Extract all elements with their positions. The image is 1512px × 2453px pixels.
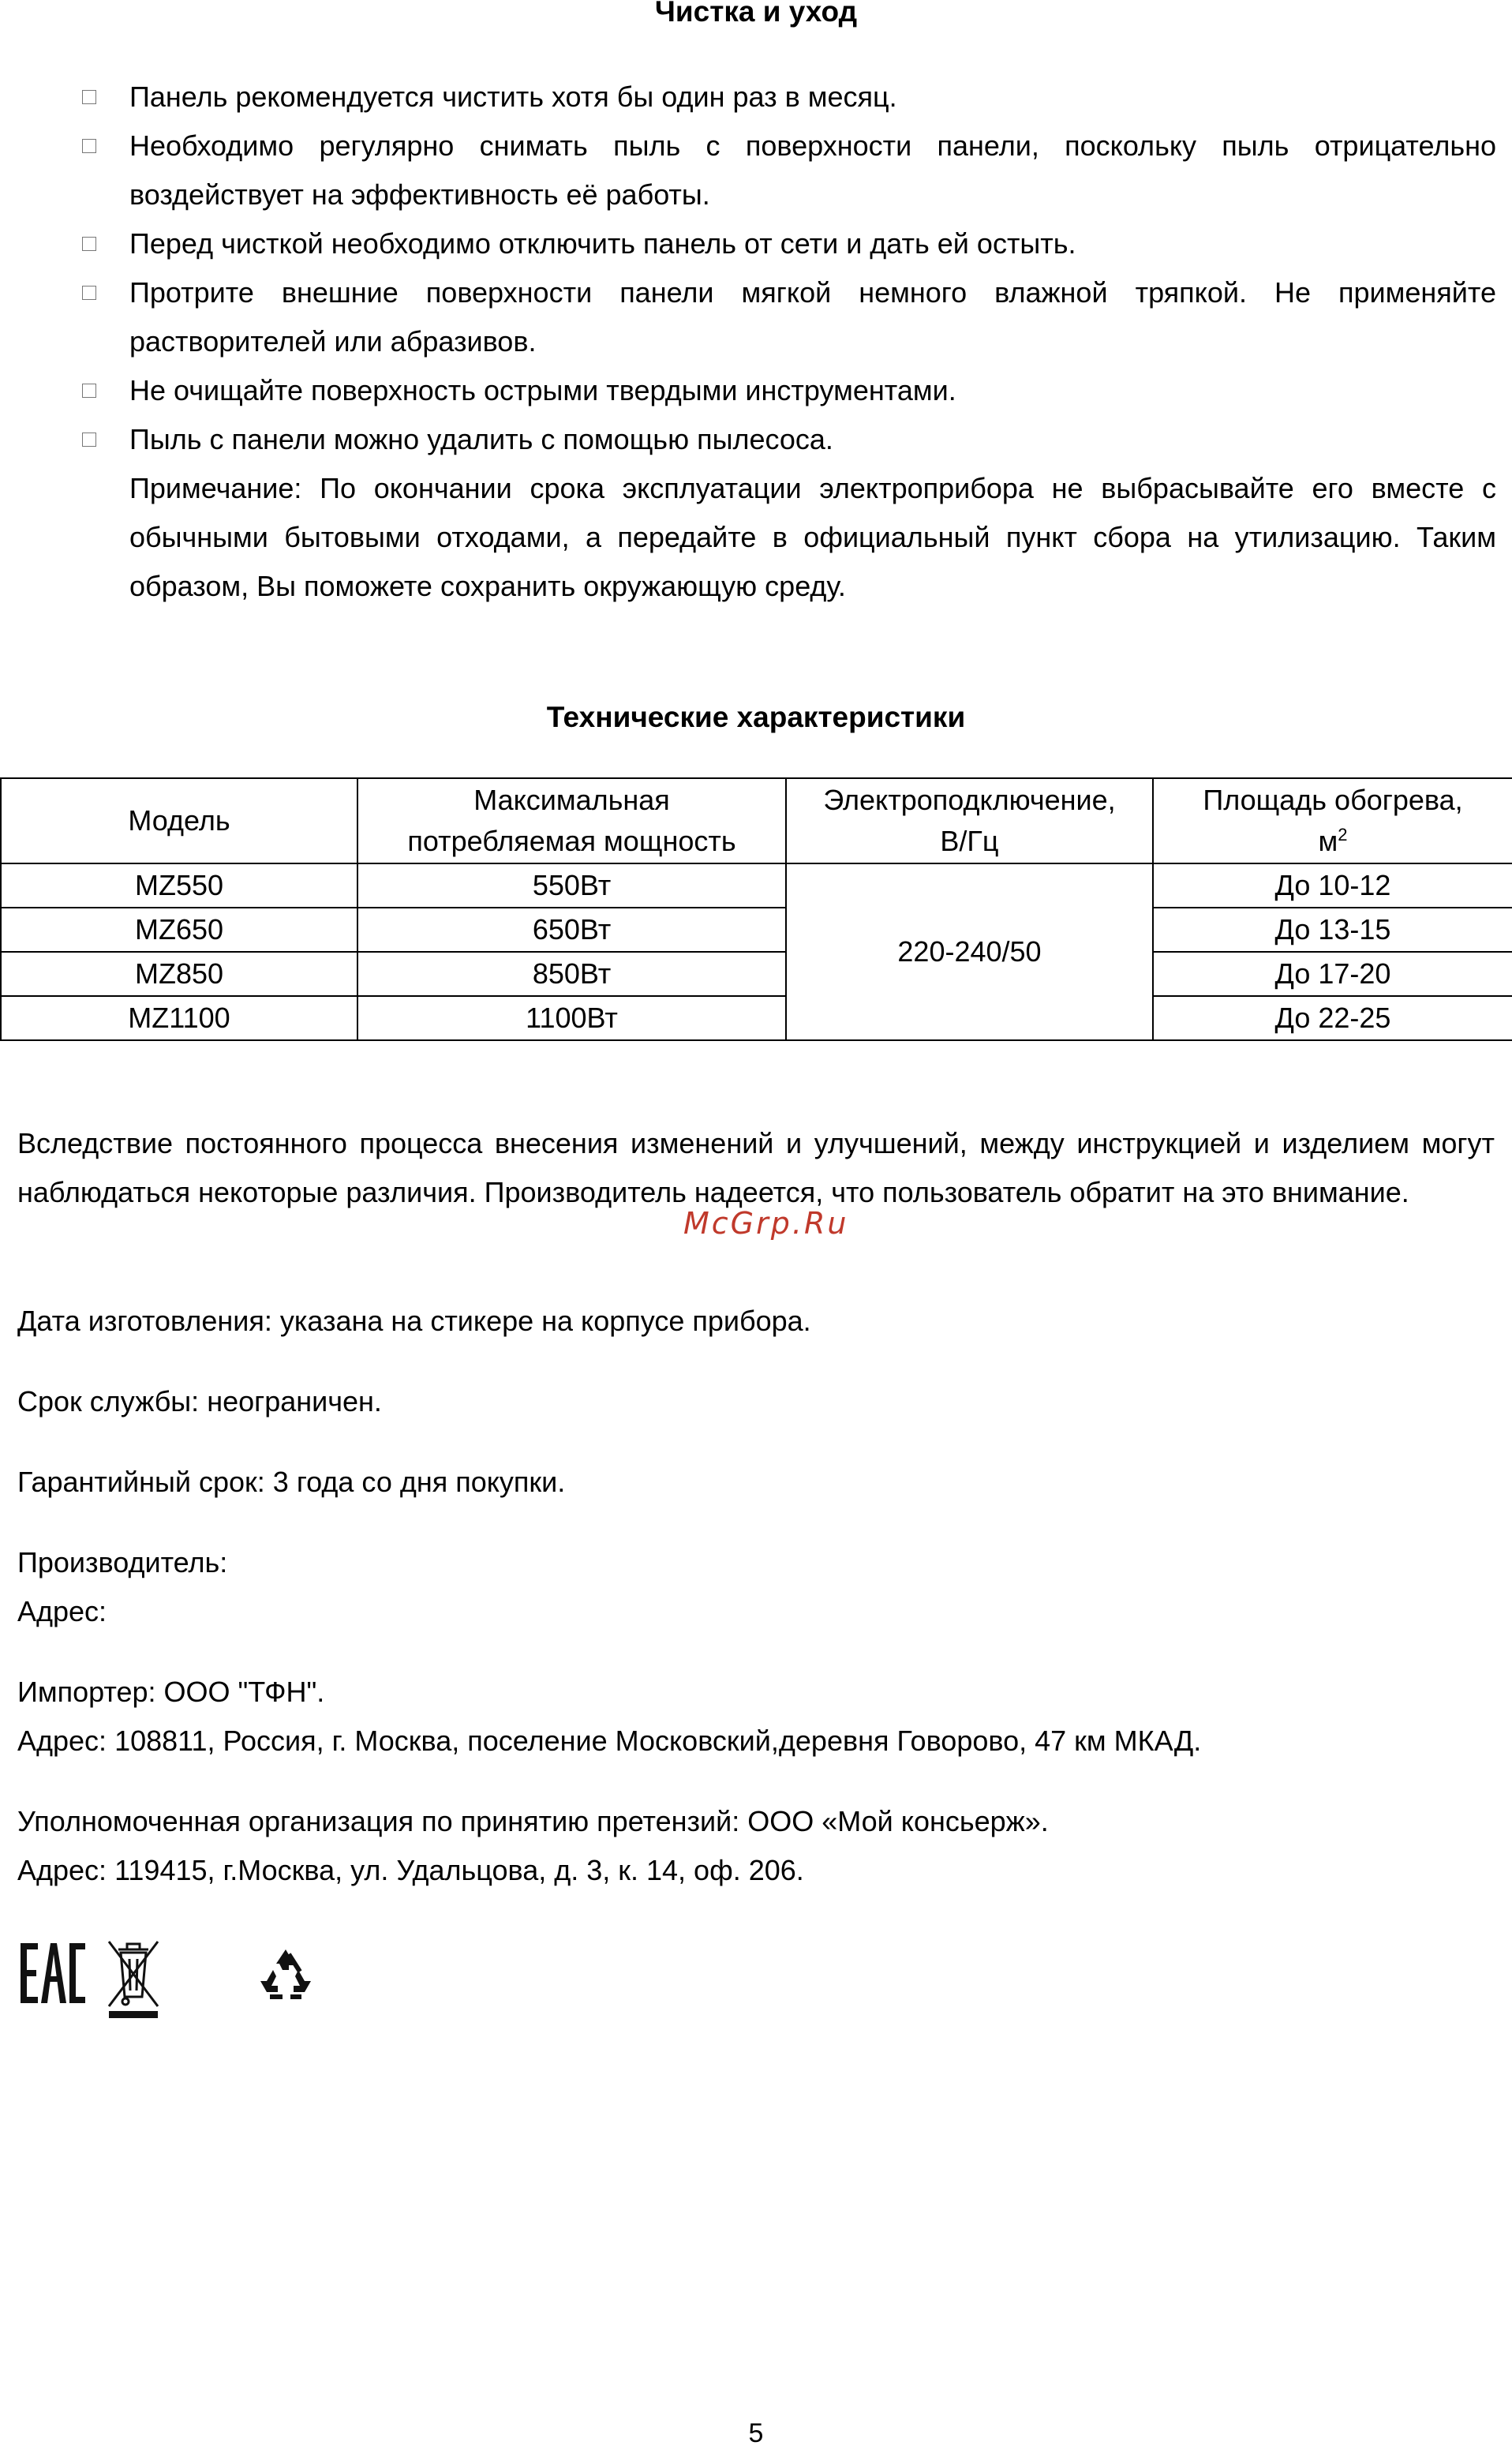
watermark: McGrp.Ru — [683, 1206, 849, 1241]
list-item: Перед чисткой необходимо отключить панель от сети и дать ей остыть. — [76, 219, 1496, 268]
importer-address: Адрес: 108811, Россия, г. Москва, поселение Московский,деревня Говорово, 47 км МКАД. — [17, 1725, 1202, 1757]
cell-model: MZ850 — [1, 952, 357, 996]
cell-area: До 17-20 — [1153, 952, 1512, 996]
manufacture-date: Дата изготовления: указана на стикере на корпусе прибора. — [17, 1305, 811, 1337]
list-item: Панель рекомендуется чистить хотя бы один раз в месяц. — [76, 73, 1496, 122]
table-row — [1, 952, 1512, 996]
section-title-specs: Технические характеристики — [546, 701, 966, 733]
header-area: Площадь обогрева, $м^2$ — [1153, 778, 1512, 863]
section-title-cleaning: Чистка и уход — [654, 0, 858, 28]
list-item: Не очищайте поверхность острыми твердыми инструментами. — [76, 366, 1496, 415]
cleaning-list — [76, 73, 1496, 611]
crossed-bin-icon — [103, 1935, 163, 2020]
recycle-icon — [256, 1946, 316, 2003]
warranty: Гарантийный срок: 3 года со дня покупки. — [17, 1466, 566, 1498]
changes-disclaimer: Вследствие постоянного процесса внесения изменений и улучшений, между инструкцией и изделием могут наблюдаться некоторые различия. Производитель надеется, что пользователь обратит на это внимание. — [17, 1127, 1495, 1208]
header-electric: Электроподключение, В/Гц — [786, 778, 1153, 863]
disposal-note: Примечание: По окончании срока эксплуатации электроприбора не выбрасывайте его вместе с обычными бытовыми отходами, а передайте в официальный пункт сбора на утилизацию. Таким образом, Вы поможете сохранить окружающую среду. — [129, 472, 1496, 602]
bullet-box-icon — [82, 384, 96, 398]
service-life: Срок службы: неограничен. — [17, 1385, 382, 1417]
table-row — [1, 908, 1512, 952]
cell-model: MZ1100 — [1, 996, 357, 1040]
cell-voltage: 220-240/50 — [786, 863, 1153, 1040]
header-model: Модель — [1, 778, 357, 863]
page-number: 5 — [748, 2418, 764, 2448]
bullet-box-icon — [82, 90, 96, 104]
table-row — [1, 996, 1512, 1040]
list-item: Пыль с панели можно удалить с помощью пылесоса. — [76, 415, 1496, 464]
cell-model: MZ550 — [1, 863, 357, 908]
header-power: Максимальная потребляемая мощность — [357, 778, 786, 863]
cell-power: 1100Вт — [357, 996, 786, 1040]
table-header-row — [1, 778, 1512, 863]
importer: Импортер: ООО "ТФН". — [17, 1676, 325, 1708]
claims-address: Адрес: 119415, г.Москва, ул. Удальцова, д. 3, к. 14, оф. 206. — [17, 1854, 804, 1886]
spec-table — [0, 777, 1512, 1041]
bullet-box-icon — [82, 433, 96, 447]
bullet-box-icon — [82, 286, 96, 300]
cell-area: До 13-15 — [1153, 908, 1512, 952]
producer: Производитель: — [17, 1546, 228, 1579]
cell-power: 650Вт — [357, 908, 786, 952]
cell-area: До 22-25 — [1153, 996, 1512, 1040]
bullet-box-icon — [82, 237, 96, 251]
bullet-box-icon — [82, 139, 96, 153]
table-row — [1, 863, 1512, 908]
list-item: Протрите внешние поверхности панели мягкой немного влажной тряпкой. Не применяйте растворителей или абразивов. — [76, 268, 1496, 366]
cell-power: 550Вт — [357, 863, 786, 908]
producer-address: Адрес: — [17, 1595, 107, 1627]
claims-organization: Уполномоченная организация по принятию претензий: ООО «Мой консьерж». — [17, 1805, 1049, 1837]
cell-power: 850Вт — [357, 952, 786, 996]
cell-area: До 10-12 — [1153, 863, 1512, 908]
cell-model: MZ650 — [1, 908, 357, 952]
eac-mark-icon — [19, 1940, 85, 2006]
list-item: Необходимо регулярно снимать пыль с поверхности панели, поскольку пыль отрицательно воздействует на эффективность её работы. — [76, 122, 1496, 219]
